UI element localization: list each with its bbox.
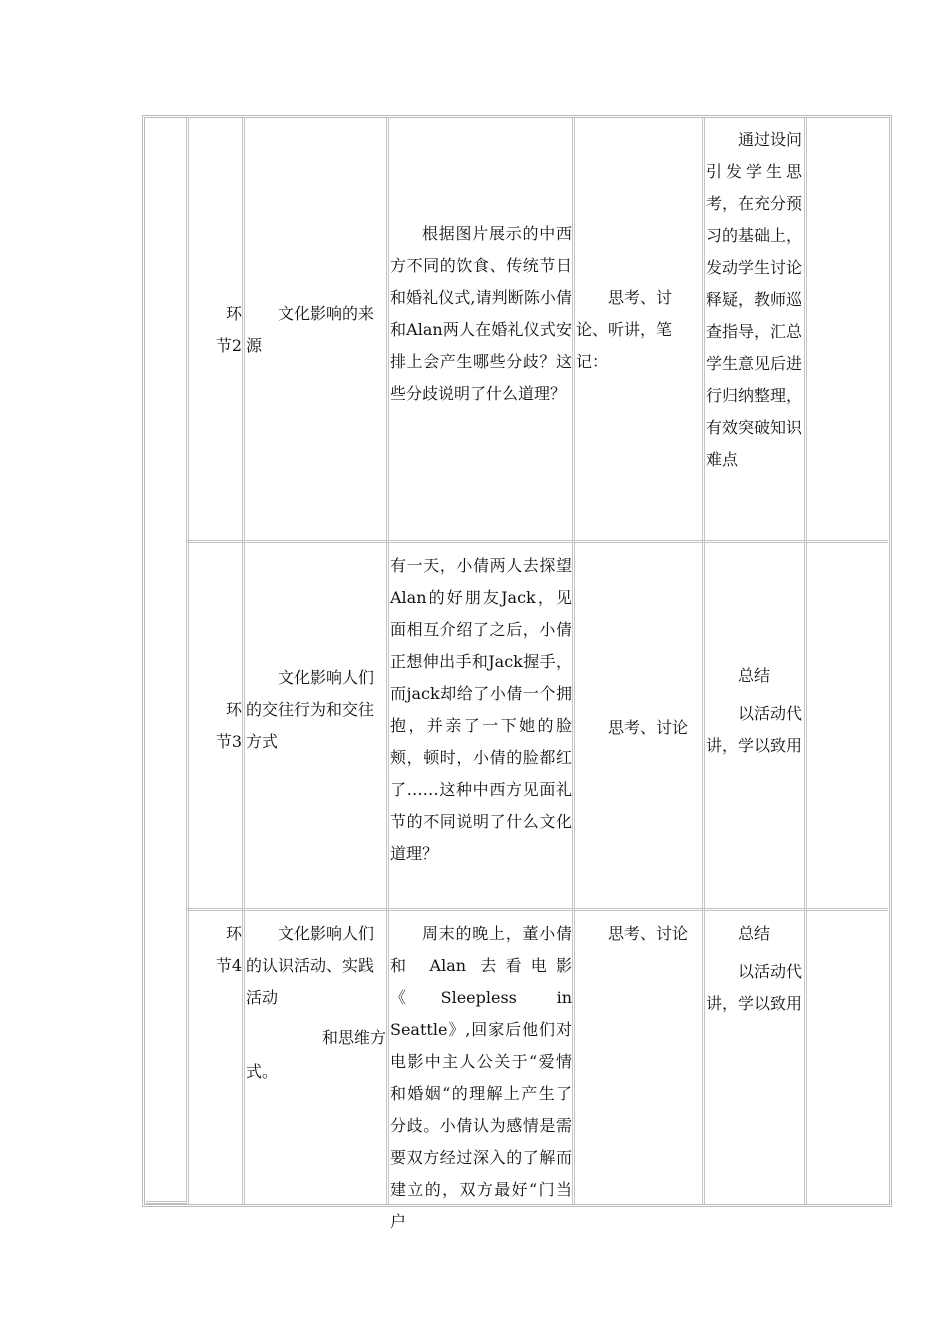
intent-cell: 总结 以活动代讲，学以致用 <box>706 924 803 1013</box>
grid-line <box>242 118 245 1204</box>
segment-cell: 环 节4 <box>215 924 242 975</box>
activity-cell: 思考、讨 论、听讲，笔 记： <box>576 288 673 371</box>
grid-line <box>804 118 807 1204</box>
grid-line <box>186 540 888 543</box>
grid-line <box>572 118 575 1204</box>
topic-cell: 文化影响人们 的认识活动、实践 活动 和思维方 式。 <box>246 924 386 1081</box>
content-cell: 有一天，小倩两人去探望Alan的好朋友Jack，见面相互介绍了之后，小倩正想伸出手和Jack握手，而jack却给了小倩一个拥抱，并亲了一下她的脸颊，顿时，小倩的脸都红了……这种中西方见面礼节的不同说明了什么文化道理？ <box>390 556 572 863</box>
grid-line <box>386 118 389 1204</box>
grid-line <box>702 118 705 1204</box>
grid-line <box>186 908 888 911</box>
topic-cell: 文化影响人们 的交往行为和交往 方式 <box>246 668 375 751</box>
content-cell: 根据图片展示的中西方不同的饮食、传统节日和婚礼仪式,请判断陈小倩和Alan两人在婚礼仪式安排上会产生哪些分歧？这些分歧说明了什么道理？ <box>390 224 572 403</box>
activity-cell: 思考、讨论 <box>608 718 689 737</box>
content-cell: 周末的晚上，董小倩和 Alan 去看电影《Sleepless in Seattle》,回家后他们对电影中主人公关于“爱情和婚姻“的理解上产生了分歧。小倩认为感情是需要双方经过深入的了解而建立的，双方最好“门当户 <box>390 924 572 1231</box>
grid-line <box>146 1201 186 1204</box>
segment-cell: 环 节3 <box>215 700 242 751</box>
grid-line <box>186 118 189 1204</box>
intent-cell: 总结 以活动代讲，学以致用 <box>706 666 803 755</box>
segment-cell: 环 节2 <box>215 304 242 355</box>
topic-cell: 文化影响的来 源 <box>246 304 375 355</box>
activity-cell: 思考、讨论 <box>608 924 689 943</box>
intent-cell: 通过设问引发学生思考，在充分预习的基础上，发动学生讨论释疑，教师巡查指导，汇总学生意见后进行归纳整理，有效突破知识难点 <box>706 130 803 469</box>
